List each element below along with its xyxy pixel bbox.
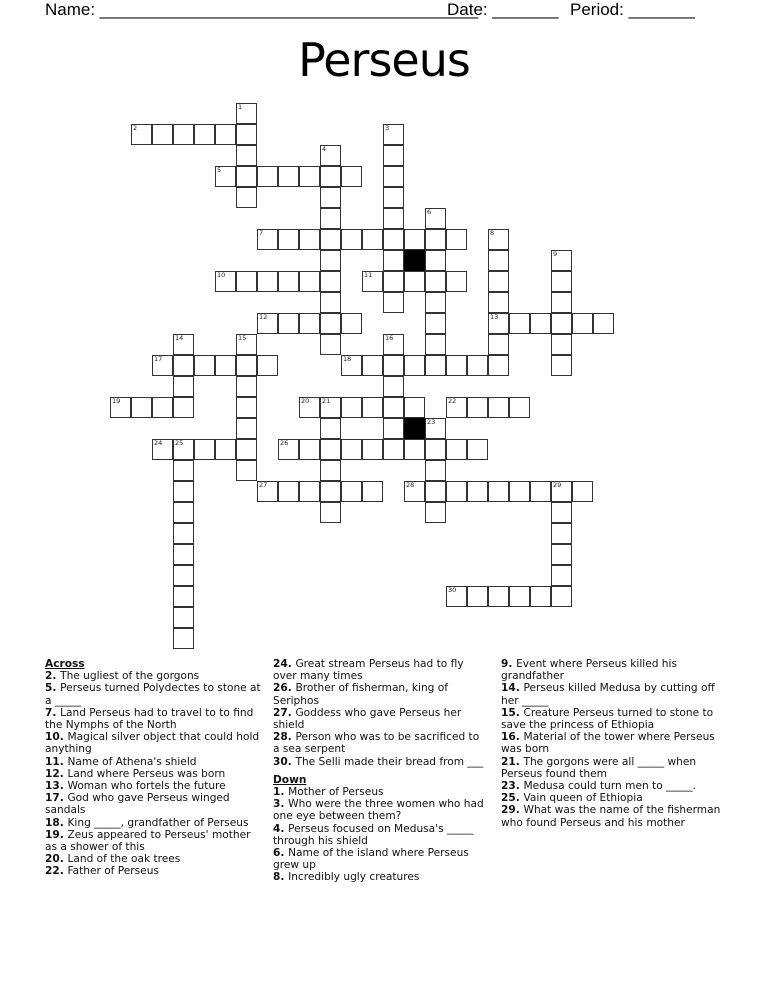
- grid-cell[interactable]: [551, 565, 572, 586]
- grid-cell[interactable]: [152, 355, 173, 376]
- grid-cell[interactable]: [488, 229, 509, 250]
- grid-cell[interactable]: [551, 292, 572, 313]
- grid-cell[interactable]: [320, 502, 341, 523]
- clue-number: 22: [448, 397, 457, 405]
- clue-number: 18: [343, 355, 352, 363]
- grid-cell[interactable]: [467, 481, 488, 502]
- grid-cell[interactable]: [341, 397, 362, 418]
- clue-number: 28: [406, 481, 415, 489]
- grid-cell[interactable]: [488, 481, 509, 502]
- grid-cell[interactable]: [404, 481, 425, 502]
- down-heading: Down: [273, 773, 307, 786]
- grid-cell[interactable]: [383, 376, 404, 397]
- grid-cell[interactable]: [362, 355, 383, 376]
- grid-cell[interactable]: [383, 334, 404, 355]
- grid-cell[interactable]: [152, 397, 173, 418]
- grid-cell[interactable]: [509, 313, 530, 334]
- grid-cell[interactable]: [173, 376, 194, 397]
- grid-cell[interactable]: [488, 397, 509, 418]
- grid-cell[interactable]: [341, 229, 362, 250]
- clue-number: 11: [364, 271, 373, 279]
- black-square: [404, 250, 425, 271]
- grid-cell[interactable]: [299, 313, 320, 334]
- grid-cell[interactable]: [215, 271, 236, 292]
- clue-item: 8. Incredibly ugly creatures: [273, 871, 420, 884]
- grid-cell[interactable]: [383, 292, 404, 313]
- grid-cell[interactable]: [257, 355, 278, 376]
- grid-cell[interactable]: [467, 397, 488, 418]
- grid-cell[interactable]: [509, 397, 530, 418]
- period-field[interactable]: Period: _______: [570, 0, 695, 19]
- clue-number: 8: [490, 229, 495, 237]
- grid-cell[interactable]: [320, 397, 341, 418]
- clue-item: 13. Woman who fortels the future: [45, 780, 226, 793]
- grid-cell[interactable]: [572, 481, 593, 502]
- grid-cell[interactable]: [110, 397, 131, 418]
- grid-cell[interactable]: [131, 124, 152, 145]
- page-title: Perseus: [298, 33, 470, 87]
- grid-cell[interactable]: [236, 166, 257, 187]
- grid-cell[interactable]: [383, 439, 404, 460]
- grid-cell[interactable]: [173, 124, 194, 145]
- across-heading: Across: [45, 658, 85, 670]
- clue-number: 17: [154, 355, 163, 363]
- grid-cell[interactable]: [236, 145, 257, 166]
- grid-cell[interactable]: [383, 166, 404, 187]
- grid-cell[interactable]: [467, 439, 488, 460]
- grid-cell[interactable]: [173, 439, 194, 460]
- clue-number: 30: [448, 586, 457, 594]
- across-list-part-1: [45, 670, 263, 877]
- grid-cell[interactable]: [236, 103, 257, 124]
- grid-cell[interactable]: [404, 397, 425, 418]
- grid-cell[interactable]: [173, 334, 194, 355]
- clue-item: 5. Perseus turned Polydectes to stone at a _____: [45, 682, 261, 707]
- grid-cell[interactable]: [194, 355, 215, 376]
- grid-cell[interactable]: [320, 481, 341, 502]
- grid-cell[interactable]: [257, 271, 278, 292]
- grid-cell[interactable]: [551, 502, 572, 523]
- clue-number: 14: [175, 334, 184, 342]
- grid-cell[interactable]: [278, 313, 299, 334]
- grid-cell[interactable]: [236, 460, 257, 481]
- grid-cell[interactable]: [488, 355, 509, 376]
- grid-cell[interactable]: [341, 313, 362, 334]
- grid-cell[interactable]: [488, 250, 509, 271]
- clue-item: 29. What was the name of the fisherman who found Perseus and his mother: [501, 804, 721, 829]
- name-field[interactable]: Name: ________________________________________: [45, 0, 478, 19]
- grid-cell[interactable]: [383, 208, 404, 229]
- grid-cell[interactable]: [404, 355, 425, 376]
- grid-cell[interactable]: [425, 355, 446, 376]
- clue-item: 25. Vain queen of Ethiopia: [501, 792, 643, 805]
- clue-item: 11. Name of Athena's shield: [45, 755, 197, 768]
- grid-cell[interactable]: [236, 376, 257, 397]
- clue-number: 2: [133, 124, 138, 132]
- clue-item: 21. The gorgons were all _____ when Perseus found them: [501, 755, 697, 780]
- grid-cell[interactable]: [320, 439, 341, 460]
- down-list-part-1: [273, 786, 487, 884]
- clue-item: 20. Land of the oak trees: [45, 853, 181, 866]
- grid-cell[interactable]: [551, 544, 572, 565]
- grid-cell[interactable]: [173, 544, 194, 565]
- grid-cell[interactable]: [425, 292, 446, 313]
- grid-cell[interactable]: [320, 208, 341, 229]
- grid-cell[interactable]: [299, 271, 320, 292]
- grid-cell[interactable]: [551, 481, 572, 502]
- grid-cell[interactable]: [383, 250, 404, 271]
- clue-number: 12: [259, 313, 268, 321]
- grid-cell[interactable]: [425, 271, 446, 292]
- grid-cell[interactable]: [236, 187, 257, 208]
- black-square: [404, 418, 425, 439]
- grid-cell[interactable]: [215, 355, 236, 376]
- grid-cell[interactable]: [320, 460, 341, 481]
- grid-cell[interactable]: [173, 607, 194, 628]
- grid-cell[interactable]: [551, 334, 572, 355]
- clue-item: 19. Zeus appeared to Perseus' mother as a shower of this: [45, 828, 251, 854]
- grid-cell[interactable]: [488, 271, 509, 292]
- grid-cell[interactable]: [530, 481, 551, 502]
- clue-item: 4. Perseus focused on Medusa's _____ through his shield: [273, 822, 474, 847]
- grid-cell[interactable]: [131, 397, 152, 418]
- grid-cell[interactable]: [341, 355, 362, 376]
- grid-cell[interactable]: [425, 418, 446, 439]
- date-field[interactable]: Date: _______: [447, 0, 559, 19]
- grid-cell[interactable]: [362, 229, 383, 250]
- grid-cell[interactable]: [320, 334, 341, 355]
- clue-number: 19: [112, 397, 121, 405]
- grid-cell[interactable]: [551, 313, 572, 334]
- grid-cell[interactable]: [425, 208, 446, 229]
- grid-cell[interactable]: [362, 397, 383, 418]
- clue-number: 27: [259, 481, 268, 489]
- grid-cell[interactable]: [299, 481, 320, 502]
- clues-column-2: [273, 658, 487, 884]
- clue-item: 12. Land where Perseus was born: [45, 767, 226, 780]
- grid-cell[interactable]: [551, 355, 572, 376]
- grid-cell[interactable]: [215, 166, 236, 187]
- clue-number: 16: [385, 334, 394, 342]
- grid-cell[interactable]: [341, 166, 362, 187]
- grid-cell[interactable]: [257, 313, 278, 334]
- grid-cell[interactable]: [278, 439, 299, 460]
- grid-cell[interactable]: [530, 586, 551, 607]
- grid-cell[interactable]: [551, 250, 572, 271]
- clue-number: 6: [427, 208, 432, 216]
- grid-cell[interactable]: [551, 271, 572, 292]
- clue-number: 23: [427, 418, 436, 426]
- grid-cell[interactable]: [236, 418, 257, 439]
- grid-cell[interactable]: [593, 313, 614, 334]
- grid-cell[interactable]: [299, 397, 320, 418]
- clue-number: 15: [238, 334, 247, 342]
- grid-cell[interactable]: [551, 523, 572, 544]
- grid-cell[interactable]: [236, 334, 257, 355]
- grid-cell[interactable]: [173, 628, 194, 649]
- grid-cell[interactable]: [425, 313, 446, 334]
- grid-cell[interactable]: [467, 586, 488, 607]
- grid-cell[interactable]: [173, 481, 194, 502]
- clue-number: 7: [259, 229, 264, 237]
- grid-cell[interactable]: [425, 229, 446, 250]
- grid-cell[interactable]: [173, 502, 194, 523]
- clue-item: 30. The Selli made their bread from ___: [273, 755, 484, 768]
- grid-cell[interactable]: [488, 292, 509, 313]
- grid-cell[interactable]: [572, 313, 593, 334]
- clue-number: 20: [301, 397, 310, 405]
- grid-cell[interactable]: [446, 586, 467, 607]
- grid-cell[interactable]: [236, 397, 257, 418]
- clue-item: 10. Magical silver object that could hold anything: [45, 731, 260, 756]
- grid-cell[interactable]: [488, 334, 509, 355]
- grid-cell[interactable]: [509, 481, 530, 502]
- grid-cell[interactable]: [425, 481, 446, 502]
- grid-cell[interactable]: [278, 271, 299, 292]
- grid-cell[interactable]: [446, 355, 467, 376]
- grid-cell[interactable]: [446, 397, 467, 418]
- grid-cell[interactable]: [341, 481, 362, 502]
- clue-number: 5: [217, 166, 222, 174]
- clue-item: 16. Material of the tower where Perseus was born: [501, 731, 715, 756]
- grid-cell[interactable]: [383, 355, 404, 376]
- grid-cell[interactable]: [488, 586, 509, 607]
- grid-cell[interactable]: [320, 313, 341, 334]
- grid-cell[interactable]: [551, 586, 572, 607]
- grid-cell[interactable]: [278, 166, 299, 187]
- grid-cell[interactable]: [299, 439, 320, 460]
- clue-item: 7. Land Perseus had to travel to to find the Nymphs of the North: [45, 706, 254, 732]
- grid-cell[interactable]: [383, 187, 404, 208]
- clue-number: 26: [280, 439, 289, 447]
- clue-item: 24. Great stream Perseus had to fly over many times: [273, 658, 464, 683]
- grid-cell[interactable]: [425, 334, 446, 355]
- grid-cell[interactable]: [320, 166, 341, 187]
- grid-cell[interactable]: [383, 271, 404, 292]
- grid-cell[interactable]: [173, 586, 194, 607]
- clue-number: 1: [238, 103, 243, 111]
- grid-cell[interactable]: [173, 523, 194, 544]
- clue-item: 18. King _____, grandfather of Perseus: [45, 816, 249, 829]
- grid-cell[interactable]: [173, 460, 194, 481]
- grid-cell[interactable]: [194, 439, 215, 460]
- clue-item: 17. God who gave Perseus winged sandals: [45, 792, 230, 817]
- grid-cell[interactable]: [404, 229, 425, 250]
- grid-cell[interactable]: [152, 439, 173, 460]
- clue-item: 27. Goddess who gave Perseus her shield: [273, 706, 462, 732]
- clue-item: 3. Who were the three women who had one eye between them?: [273, 798, 484, 823]
- grid-cell[interactable]: [362, 481, 383, 502]
- grid-cell[interactable]: [383, 124, 404, 145]
- grid-cell[interactable]: [446, 229, 467, 250]
- clue-number: 13: [490, 313, 499, 321]
- grid-cell[interactable]: [320, 418, 341, 439]
- grid-cell[interactable]: [320, 187, 341, 208]
- clue-number: 25: [175, 439, 184, 447]
- grid-cell[interactable]: [320, 292, 341, 313]
- grid-cell[interactable]: [425, 439, 446, 460]
- across-list-part-2: [273, 658, 487, 768]
- grid-cell[interactable]: [446, 271, 467, 292]
- grid-cell[interactable]: [425, 460, 446, 481]
- grid-cell[interactable]: [173, 397, 194, 418]
- grid-cell[interactable]: [236, 124, 257, 145]
- clues-column-3: [501, 658, 721, 829]
- grid-cell[interactable]: [383, 229, 404, 250]
- grid-cell[interactable]: [152, 124, 173, 145]
- grid-cell[interactable]: [383, 418, 404, 439]
- grid-cell[interactable]: [530, 313, 551, 334]
- grid-cell[interactable]: [257, 229, 278, 250]
- clue-item: 2. The ugliest of the gorgons: [45, 670, 200, 683]
- clue-number: 21: [322, 397, 331, 405]
- clue-number: 24: [154, 439, 163, 447]
- grid-cell[interactable]: [320, 271, 341, 292]
- clue-number: 10: [217, 271, 226, 279]
- grid-cell[interactable]: [299, 166, 320, 187]
- grid-cell[interactable]: [173, 355, 194, 376]
- clues-column-1: [45, 658, 263, 878]
- grid-cell[interactable]: [425, 250, 446, 271]
- grid-cell[interactable]: [362, 439, 383, 460]
- clue-item: 1. Mother of Perseus: [273, 786, 384, 799]
- grid-cell[interactable]: [320, 250, 341, 271]
- grid-cell[interactable]: [236, 355, 257, 376]
- clue-item: 15. Creature Perseus turned to stone to save the princess of Ethiopia: [501, 706, 714, 732]
- grid-cell[interactable]: [257, 481, 278, 502]
- grid-cell[interactable]: [467, 355, 488, 376]
- grid-cell[interactable]: [236, 439, 257, 460]
- grid-cell[interactable]: [299, 229, 320, 250]
- clue-number: 3: [385, 124, 390, 132]
- clue-number: 9: [553, 250, 558, 258]
- grid-cell[interactable]: [194, 124, 215, 145]
- grid-cell[interactable]: [425, 502, 446, 523]
- clue-item: 22. Father of Perseus: [45, 865, 159, 878]
- grid-cell[interactable]: [446, 439, 467, 460]
- down-list-part-2: [501, 658, 721, 829]
- clue-item: 26. Brother of fisherman, king of Seriphos: [273, 682, 448, 707]
- grid-cell[interactable]: [509, 586, 530, 607]
- grid-cell[interactable]: [383, 397, 404, 418]
- grid-cell[interactable]: [362, 271, 383, 292]
- clue-item: 23. Medusa could turn men to _____.: [501, 780, 696, 793]
- grid-cell[interactable]: [173, 565, 194, 586]
- grid-cell[interactable]: [278, 481, 299, 502]
- clue-item: 14. Perseus killed Medusa by cutting off her _____: [501, 682, 715, 707]
- grid-cell[interactable]: [446, 481, 467, 502]
- grid-cell[interactable]: [341, 439, 362, 460]
- grid-cell[interactable]: [320, 145, 341, 166]
- grid-cell[interactable]: [215, 124, 236, 145]
- clue-item: 28. Person who was to be sacrificed to a sea serpent: [273, 731, 480, 756]
- grid-cell[interactable]: [236, 271, 257, 292]
- clue-item: 6. Name of the island where Perseus grew up: [273, 847, 469, 872]
- clue-number: 29: [553, 481, 562, 489]
- grid-cell[interactable]: [215, 439, 236, 460]
- grid-cell[interactable]: [320, 229, 341, 250]
- grid-cell[interactable]: [383, 145, 404, 166]
- clue-item: 9. Event where Perseus killed his grandfather: [501, 658, 677, 683]
- clue-number: 4: [322, 145, 327, 153]
- grid-cell[interactable]: [404, 439, 425, 460]
- grid-cell[interactable]: [257, 166, 278, 187]
- grid-cell[interactable]: [278, 229, 299, 250]
- grid-cell[interactable]: [488, 313, 509, 334]
- grid-cell[interactable]: [404, 271, 425, 292]
